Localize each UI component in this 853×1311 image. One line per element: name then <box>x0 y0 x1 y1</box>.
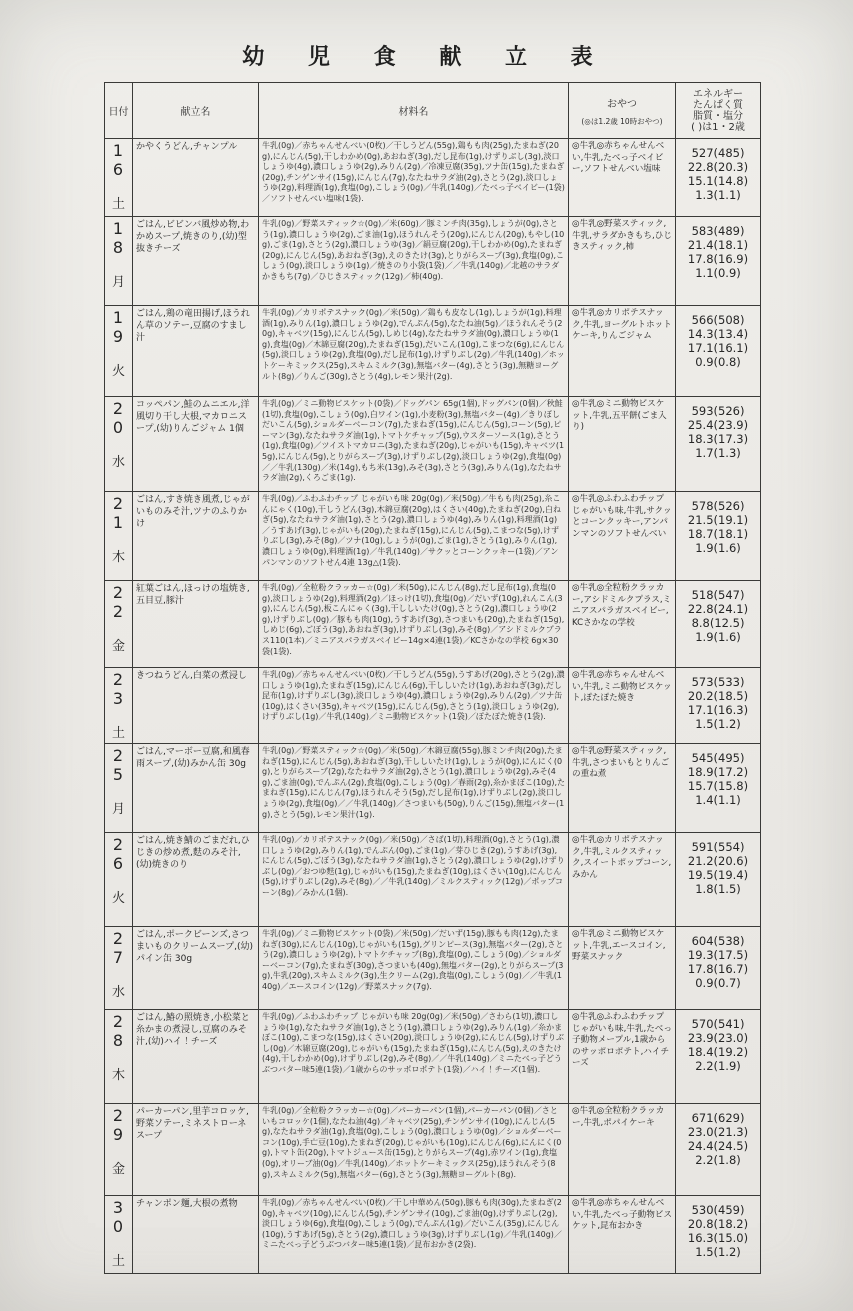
nutrition <box>679 1106 757 1169</box>
date-number: 27 <box>112 929 125 967</box>
nutrition-value: 578(526) <box>691 499 745 513</box>
menu-name: ごはん,すき焼き風煮,じゃがいものみそ汁,ツナのふりかけ <box>133 492 259 581</box>
nutrition-value: 20.8(18.2) <box>687 1217 749 1231</box>
date-number: 26 <box>112 835 125 873</box>
nutrition-value: 25.4(23.9) <box>687 418 749 432</box>
date-cell <box>105 1010 133 1104</box>
date-weekday: 水 <box>111 985 125 1000</box>
date-weekday: 月 <box>111 275 125 290</box>
ingredients: 牛乳(0g)／ミニ動物ビスケット(0袋)／ドッグパン 65g(1個),ドッグパン(0個)／秋鮭(1切),食塩(0g),こしょう(0g),白ワイン(1g),小麦粉(3g),無塩バター(4g)／きりぼしだいこん(5g),ショルダーベーコン(7g),たまねぎ(15g),にんじん(5g),コーン(5g),ピーマン(3g),なたねサラダ油(1g),トマトケチャップ(5g),ウスターソース(1g),さとう(1g),食塩(0g)／ツイストマカロニ(3g),たまねぎ(20g),じゃがいも(15g),キャベツ(15g),にんじん(5g),とりがらスープ(3g),けずりぶし(2g),淡口しょうゆ(2g),食塩(0g)／／牛乳(130g)／米(14g),もち米(13g),みそ(3g),さとう(3g),みりん(1g),なたねサラダ油(2g),くろごま(1g). <box>259 397 569 492</box>
table-row <box>105 1010 761 1104</box>
nutrition-cell <box>676 668 761 744</box>
table-row <box>105 492 761 581</box>
nutrition-cell <box>676 744 761 833</box>
table-row <box>105 581 761 668</box>
ingredients: 牛乳(0g)／赤ちゃんせんべい(0枚)／干しうどん(55g),うすあげ(20g),さとう(2g),濃口しょうゆ(1g),たまねぎ(15g),にんじん(6g),干ししいたけ(1g),あおねぎ(3g),だし昆布(1g),けずりぶし(3g),淡口しょうゆ(4g),濃口しょうゆ(2g),みりん(2g)／ツナ缶(10g),はくさい(35g),キャベツ(15g),にんじん(5g),さとう(1g),淡口しょうゆ(2g),けずりぶし(1g)／牛乳(140g)／ミニ動物ビスケット(1袋)／ぽたぽた焼き(1袋). <box>259 668 569 744</box>
nutrition-value: 23.9(23.0) <box>687 1031 749 1045</box>
snack: ◎牛乳◎赤ちゃんせんべい,牛乳,たべっ子ベイビー,ソフトせんべい塩味 <box>569 139 676 217</box>
date-cell <box>105 927 133 1010</box>
nutrition-cell <box>676 927 761 1010</box>
header-nutrition-line: ( )は1・2歳 <box>691 121 745 133</box>
nutrition-value: 15.7(15.8) <box>687 779 749 793</box>
menu-name: 紅葉ごはん,ほっけの塩焼き,五目豆,豚汁 <box>133 581 259 668</box>
nutrition <box>679 399 757 462</box>
nutrition <box>679 1198 757 1261</box>
date-number: 21 <box>112 494 125 532</box>
nutrition-cell <box>676 1010 761 1104</box>
header-snack-label: おやつ <box>607 98 637 110</box>
ingredients: 牛乳(0g)／カリポテスナック(0g)／米(50g)／鶏もも皮なし(1g),しょうが(1g),料理酒(1g),みりん(1g),濃口しょうゆ(2g),でんぷん(5g),なたね油(5g)／ほうれんそう(20g),キャベツ(15g),にんじん(5g),しめじ(4g),なたねサラダ油(0g),濃口しょうゆ(1g),食塩(0g)／木綿豆腐(20g),たまねぎ(15g),だいこん(10g),こまつな(6g),にんじん(5g),淡口しょうゆ(2g),食塩(0g),だし昆布(1g),けずりぶし(2g)／牛乳(140g)／ホットケーキミックス(25g),スキムミルク(3g),無塩バター(4g),さとう(3g),無糖ヨーグルト(8g)／りんご(30g),さとう(4g),レモン果汁(2g). <box>259 306 569 397</box>
header-nutrition-line: エネルギー <box>693 88 743 100</box>
header-snack-note: (◎は1.2歳 10時おやつ) <box>581 116 663 126</box>
nutrition-value: 518(547) <box>691 588 745 602</box>
date-number: 29 <box>112 1106 125 1144</box>
nutrition-value: 22.8(24.1) <box>687 602 749 616</box>
nutrition-value: 1.9(1.6) <box>695 541 741 555</box>
menu-name: ごはん,マーボー豆腐,和風春雨スープ,(幼)みかん缶 30g <box>133 744 259 833</box>
nutrition <box>679 1012 757 1075</box>
nutrition-cell <box>676 397 761 492</box>
nutrition-value: 604(538) <box>691 934 745 948</box>
nutrition-value: 15.1(14.8) <box>687 174 749 188</box>
ingredients: 牛乳(0g)／野菜スティック☆(0g)／米(60g)／豚ミンチ肉(35g),しょうが(0g),さとう(1g),濃口しょうゆ(2g),ごま油(1g),ほうれんそう(20g),にんじん(20g),もやし(10g),ごま(1g),さとう(2g),濃口しょうゆ(3g)／絹豆腐(20g),干しわかめ(0g),たまねぎ(20g),にんじん(5g),あおねぎ(3g),えのきたけ(3g),とりがらスープ(3g),食塩(0g),こしょう(0g),淡口しょうゆ(1g)／焼きのり小袋(1袋)／／牛乳(140g)／北越のサラダかきもち(7g)／ひじきスティック(12g)／柿(40g). <box>259 217 569 306</box>
snack: ◎牛乳◎全粒粉クラッカー,アシドミルクプラス,ミニアスパラガスベイビー,KCさかなの学校 <box>569 581 676 668</box>
nutrition-cell <box>676 306 761 397</box>
date-weekday: 金 <box>111 639 125 654</box>
ingredients: 牛乳(0g)／ふわふわチップ じゃがいも味 20g(0g)／米(50g)／牛もも肉(25g),糸こんにゃく(10g),干しうどん(3g),木綿豆腐(20g),はくさい(40g),たまねぎ(20g),白ねぎ(5g),なたねサラダ油(1g),さとう(2g),濃口しょうゆ(4g),みりん(1g),料理酒(1g)／うすあげ(3g),じゃがいも(20g),たまねぎ(15g),にんじん(5g),こまつな(5g),けずりぶし(3g),みそ(8g)／ツナ(10g),しょうが(0g),ごま(1g),さとう(1g),みりん(1g),濃口しょうゆ(0g),料理酒(1g)／牛乳(140g)／サクッとコーンクッキー(1袋)／アンパンマンのソフトせん4連 13g△(1袋). <box>259 492 569 581</box>
table-row <box>105 744 761 833</box>
header-row <box>105 83 761 139</box>
nutrition-value: 17.8(16.7) <box>687 962 749 976</box>
table-row <box>105 139 761 217</box>
date-number: 20 <box>112 399 125 437</box>
date-cell <box>105 1196 133 1274</box>
header-nutrition <box>676 83 761 139</box>
date-weekday: 土 <box>111 197 125 212</box>
date-number: 28 <box>112 1012 125 1050</box>
nutrition-cell <box>676 1196 761 1274</box>
nutrition-cell <box>676 139 761 217</box>
nutrition-value: 18.3(17.3) <box>687 432 749 446</box>
nutrition-value: 1.5(1.2) <box>695 1245 741 1259</box>
nutrition-value: 19.3(17.5) <box>687 948 749 962</box>
nutrition-value: 19.5(19.4) <box>687 868 749 882</box>
nutrition <box>679 583 757 646</box>
nutrition-value: 1.4(1.1) <box>695 793 741 807</box>
date-cell <box>105 581 133 668</box>
date-weekday: 土 <box>111 1254 125 1269</box>
menu-name: かやくうどん,チャンプル <box>133 139 259 217</box>
nutrition-value: 671(629) <box>691 1111 745 1125</box>
nutrition-value: 21.2(20.6) <box>687 854 749 868</box>
menu-name: パーカーパン,里芋コロッケ,野菜ソテー,ミネストローネスープ <box>133 1104 259 1196</box>
nutrition-value: 20.2(18.5) <box>687 689 749 703</box>
snack: ◎牛乳◎赤ちゃんせんべい,牛乳,ミニ動物ビスケット,ぽたぽた焼き <box>569 668 676 744</box>
nutrition <box>679 746 757 809</box>
nutrition-cell <box>676 217 761 306</box>
menu-name: ごはん,鶏の竜田揚げ,ほうれん草のソテー,豆腐のすまし汁 <box>133 306 259 397</box>
nutrition-cell <box>676 833 761 927</box>
snack: ◎牛乳◎野菜スティック,牛乳,サラダかきもち,ひじきスティック,柿 <box>569 217 676 306</box>
nutrition-value: 593(526) <box>691 404 745 418</box>
menu-name: ごはん,ポークビーンズ,さつまいものクリームスープ,(幼)パイン缶 30g <box>133 927 259 1010</box>
header-nutrition-line: 脂質・塩分 <box>693 110 743 122</box>
nutrition-value: 17.8(16.9) <box>687 252 749 266</box>
nutrition <box>679 494 757 557</box>
nutrition-cell <box>676 492 761 581</box>
date-number: 18 <box>112 219 125 257</box>
ingredients: 牛乳(0g)／全粒粉クラッカー☆(0g)／米(50g),にんじん(8g),だし昆布(1g),食塩(0g),淡口しょうゆ(2g),料理酒(2g)／ほっけ(1切),食塩(0g)／だいず(10g),れんこん(3g),にんじん(5g),板こんにゃく(3g),干ししいたけ(0g),さとう(2g),濃口しょうゆ(2g),けずりぶし(0g)／豚もも肉(10g),うすあげ(3g),さつまいも(20g),たまねぎ(15g),しめじ(6g),ごぼう(3g),あおねぎ(3g),けずりぶし(3g),みそ(8g)／アシドミルクプラス110(1本)／ミニアスパラガスベイビー14g×4連(1袋)／KCさかなの学校 6g×30袋(1袋). <box>259 581 569 668</box>
nutrition-value: 1.1(0.9) <box>695 266 741 280</box>
date-weekday: 木 <box>111 550 125 565</box>
nutrition-value: 16.3(15.0) <box>687 1231 749 1245</box>
nutrition-value: 583(489) <box>691 224 745 238</box>
nutrition-value: 23.0(21.3) <box>687 1125 749 1139</box>
header-nutrition-line: たんぱく質 <box>693 99 743 111</box>
date-cell <box>105 744 133 833</box>
menu-table-body <box>105 139 761 1274</box>
nutrition-value: 14.3(13.4) <box>687 327 749 341</box>
nutrition-value: 1.5(1.2) <box>695 717 741 731</box>
menu-name: ごはん,鰆の照焼き,小松菜と糸かまの煮浸し,豆腐のみそ汁,(幼)ハイ！チーズ <box>133 1010 259 1104</box>
menu-table <box>104 82 761 1274</box>
header-ingredients: 材料名 <box>259 83 569 139</box>
ingredients: 牛乳(0g)／赤ちゃんせんべい(0枚)／干し中華めん(50g),豚もも肉(30g),たまねぎ(20g),キャベツ(10g),にんじん(5g),チンゲンサイ(10g),ごま油(0g),けずりぶし(2g),淡口しょうゆ(6g),食塩(0g),こしょう(0g),でんぷん(1g)／だいこん(35g),にんじん(10g),うすあげ(5g),さとう(2g),濃口しょうゆ(3g),けずりぶし(1g)／牛乳(140g)／ミニたべっ子どうぶつバター味5連(1袋)／昆布おかき(2袋). <box>259 1196 569 1274</box>
date-cell <box>105 492 133 581</box>
menu-name: コッペパン,鮭のムニエル,洋風切り干し大根,マカロニスープ,(幼)りんごジャム 1個 <box>133 397 259 492</box>
nutrition-value: 1.9(1.6) <box>695 630 741 644</box>
snack: ◎牛乳◎ふわふわチップじゃがいも味,牛乳,サクッとコーンクッキー,アンパンマンのソフトせんべい <box>569 492 676 581</box>
nutrition <box>679 835 757 898</box>
nutrition-value: 1.3(1.1) <box>695 188 741 202</box>
ingredients: 牛乳(0g)／ふわふわチップ じゃがいも味 20g(0g)／米(50g)／さわら(1切),濃口しょうゆ(1g),なたねサラダ油(1g),さとう(1g),濃口しょうゆ(2g),みりん(1g)／糸かまぼこ(10g),こまつな(15g),はくさい(20g),淡口しょうゆ(2g),にんじん(5g),けずりぶし(0g)／木綿豆腐(20g),じゃがいも(15g),たまねぎ(15g),にんじん(5g),えのきたけ(4g),干しわかめ(0g),けずりぶし(2g),みそ(8g)／／牛乳(140g)／ミニたべっ子どうぶつバター味5連(1袋)／1歳からのサッポロポテト(1袋)／ハイ！チーズ(1個). <box>259 1010 569 1104</box>
menu-name: ごはん,ビビンバ風炒め物,わかめスープ,焼きのり,(幼)型抜きチーズ <box>133 217 259 306</box>
nutrition-value: 18.9(17.2) <box>687 765 749 779</box>
nutrition-value: 1.7(1.3) <box>695 446 741 460</box>
nutrition <box>679 929 757 992</box>
nutrition-value: 0.9(0.7) <box>695 976 741 990</box>
ingredients: 牛乳(0g)／赤ちゃんせんべい(0枚)／干しうどん(55g),鶏もも肉(25g),たまねぎ(20g),にんじん(5g),干しわかめ(0g),あおねぎ(3g),だし昆布(1g),けずりぶし(3g),淡口しょうゆ(4g),濃口しょうゆ(2g),みりん(2g)／冷凍豆腐(35g),ツナ缶(15g),たまねぎ(20g),チンゲンサイ(15g),にんじん(7g),なたねサラダ油(2g),さとう(2g),淡口しょうゆ(2g),料理酒(1g),食塩(0g),こしょう(0g)／牛乳(140g)／たべっ子ベイビー(1袋)／ソフトせんべい塩味(1袋). <box>259 139 569 217</box>
ingredients: 牛乳(0g)／全粒粉クラッカー☆(0g)／パーカーパン(1個),パーカーパン(0個)／さといもコロッケ(1個),なたね油(4g)／キャベツ(25g),チンゲンサイ(10g),にんじん(5g),なたねサラダ油(1g),食塩(0g),こしょう(0g),濃口しょうゆ(0g)／ショルダーベーコン(10g),手亡豆(10g),たまねぎ(20g),じゃがいも(10g),にんじん(6g),にんにく(0g),トマト缶(20g),トマトジュース缶(15g),とりがらスープ(4g),赤ワイン(1g),食塩(0g),オリーブ油(0g)／牛乳(140g)／ホットケーキミックス(25g),ほうれんそう(8g),スキムミルク(5g),無塩バター(6g),さとう(3g),無糖ヨーグルト(8g). <box>259 1104 569 1196</box>
snack: ◎牛乳◎全粒粉クラッカー,牛乳,ポパイケーキ <box>569 1104 676 1196</box>
nutrition <box>679 141 757 204</box>
table-row <box>105 306 761 397</box>
menu-name: チャンポン麺,大根の煮物 <box>133 1196 259 1274</box>
nutrition-value: 545(495) <box>691 751 745 765</box>
nutrition-value: 570(541) <box>691 1017 745 1031</box>
snack: ◎牛乳◎カリポテスナック,牛乳,ミルクスティック,スイートポップコーン,みかん <box>569 833 676 927</box>
ingredients: 牛乳(0g)／野菜スティック☆(0g)／米(50g)／木綿豆腐(55g),豚ミンチ肉(20g),たまねぎ(15g),にんじん(5g),あおねぎ(3g),干ししいたけ(1g),しょうが(0g),にんにく(0g),とりがらスープ(2g),なたねサラダ油(2g),さとう(1g),濃口しょうゆ(2g),みそ(4g),ごま油(0g),でんぷん(2g),食塩(0g),こしょう(0g)／春雨(2g),糸かまぼこ(10g),たまねぎ(15g),にんじん(7g),ほうれんそう(5g),だし昆布(1g),けずりぶし(2g),淡口しょうゆ(2g),食塩(0g)／／牛乳(140g)／さつまいも(50g),りんご(15g),無塩バター(1g),さとう(5g),レモン果汁(1g). <box>259 744 569 833</box>
date-number: 25 <box>112 746 125 784</box>
nutrition-value: 22.8(20.3) <box>687 160 749 174</box>
table-row <box>105 927 761 1010</box>
nutrition <box>679 670 757 733</box>
nutrition-value: 2.2(1.9) <box>695 1059 741 1073</box>
table-row <box>105 668 761 744</box>
date-number: 22 <box>112 583 125 621</box>
date-weekday: 水 <box>111 455 125 470</box>
nutrition-value: 591(554) <box>691 840 745 854</box>
snack: ◎牛乳◎ミニ動物ビスケット,牛乳,エースコイン,野菜スナック <box>569 927 676 1010</box>
date-cell <box>105 217 133 306</box>
nutrition-value: 17.1(16.3) <box>687 703 749 717</box>
nutrition-value: 21.5(19.1) <box>687 513 749 527</box>
date-number: 19 <box>112 308 125 346</box>
nutrition-value: 18.4(19.2) <box>687 1045 749 1059</box>
date-cell <box>105 668 133 744</box>
menu-name: ごはん,焼き鯖のごまだれ,ひじきの炒め煮,麩のみそ汁,(幼)焼きのり <box>133 833 259 927</box>
menu-name: きつねうどん,白菜の煮浸し <box>133 668 259 744</box>
date-number: 23 <box>112 670 125 708</box>
nutrition-value: 573(533) <box>691 675 745 689</box>
date-weekday: 火 <box>111 891 125 906</box>
table-row <box>105 1104 761 1196</box>
nutrition <box>679 308 757 371</box>
table-row <box>105 833 761 927</box>
table-row <box>105 397 761 492</box>
ingredients: 牛乳(0g)／カリポテスナック(0g)／米(50g)／さば(1切),料理酒(0g),さとう(1g),濃口しょうゆ(2g),みりん(1g),でんぷん(0g),ごま(1g)／芽ひじき(2g),うすあげ(3g),にんじん(5g),ごぼう(3g),なたねサラダ油(1g),さとう(2g),濃口しょうゆ(2g),けずりぶし(0g)／おつゆ麩(1g),じゃがいも(15g),たまねぎ(10g),はくさい(10g),にんじん(5g),けずりぶし(2g),みそ(8g)／／牛乳(140g)／ミルクスティック(12g)／ポップコーン(8g)／みかん(1個). <box>259 833 569 927</box>
date-weekday: 火 <box>111 364 125 379</box>
header-snack <box>569 83 676 139</box>
nutrition-value: 530(459) <box>691 1203 745 1217</box>
header-menu: 献立名 <box>133 83 259 139</box>
snack: ◎牛乳◎カリポテスナック,牛乳,ヨーグルトホットケーキ,りんごジャム <box>569 306 676 397</box>
nutrition-cell <box>676 1104 761 1196</box>
nutrition-value: 18.7(18.1) <box>687 527 749 541</box>
date-weekday: 金 <box>111 1162 125 1177</box>
nutrition-value: 17.1(16.1) <box>687 341 749 355</box>
table-row <box>105 1196 761 1274</box>
snack: ◎牛乳◎野菜スティック,牛乳,さつまいもとりんごの重ね煮 <box>569 744 676 833</box>
date-cell <box>105 833 133 927</box>
date-number: 30 <box>112 1198 125 1236</box>
nutrition-value: 24.4(24.5) <box>687 1139 749 1153</box>
snack: ◎牛乳◎ミニ動物ビスケット,牛乳,五平餅(ごま入り) <box>569 397 676 492</box>
date-cell <box>105 1104 133 1196</box>
header-date: 日付 <box>105 83 133 139</box>
page-title: 幼 児 食 献 立 表 <box>242 45 611 70</box>
nutrition-value: 8.8(12.5) <box>691 616 745 630</box>
nutrition-cell <box>676 581 761 668</box>
snack: ◎牛乳◎ふわふわチップじゃがいも味,牛乳,たべっ子動物メープル,1歳からのサッポロポテト,ハイチーズ <box>569 1010 676 1104</box>
date-weekday: 月 <box>111 802 125 817</box>
date-cell <box>105 306 133 397</box>
date-cell <box>105 139 133 217</box>
nutrition-value: 527(485) <box>691 146 745 160</box>
nutrition-value: 566(508) <box>691 313 745 327</box>
nutrition-value: 0.9(0.8) <box>695 355 741 369</box>
ingredients: 牛乳(0g)／ミニ動物ビスケット(0袋)／米(50g)／だいず(15g),豚もも肉(12g),たまねぎ(30g),にんじん(10g),じゃがいも(15g),グリンピース(3g),無塩バター(2g),さとう(2g),濃口しょうゆ(2g),トマトケチャップ(8g),食塩(0g),こしょう(0g)／ショルダーベーコン(7g),たまねぎ(30g),さつまいも(40g),無塩バター(2g),とりがらスープ(3g),牛乳(20g),スキムミルク(3g),生クリーム(2g),食塩(0g),こしょう(0g)／／牛乳(140g)／エースコイン(12g)／野菜スナック(7g). <box>259 927 569 1010</box>
snack: ◎牛乳◎赤ちゃんせんべい,牛乳,たべっ子動物ビスケット,昆布おかき <box>569 1196 676 1274</box>
date-number: 16 <box>112 141 125 179</box>
date-weekday: 木 <box>111 1068 125 1083</box>
nutrition-value: 21.4(18.1) <box>687 238 749 252</box>
table-row <box>105 217 761 306</box>
nutrition-value: 2.2(1.8) <box>695 1153 741 1167</box>
nutrition-value: 1.8(1.5) <box>695 882 741 896</box>
date-cell <box>105 397 133 492</box>
nutrition <box>679 219 757 282</box>
date-weekday: 土 <box>111 726 125 741</box>
